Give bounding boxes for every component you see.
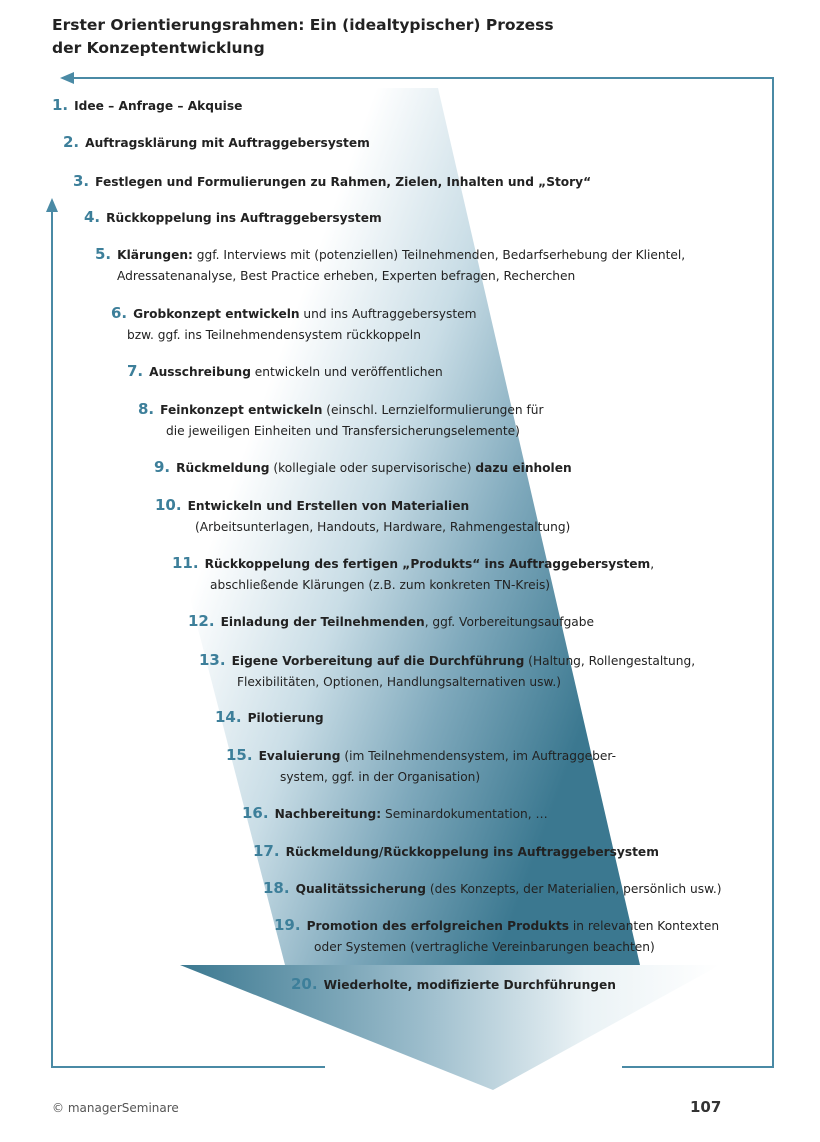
process-step xyxy=(52,95,242,117)
process-step xyxy=(73,171,591,193)
step-title: Idee – Anfrage – Akquise xyxy=(74,99,243,113)
step-number: 16. xyxy=(242,804,269,822)
process-step xyxy=(127,361,443,383)
process-step xyxy=(111,303,477,346)
step-title: Festlegen und Formulierungen zu Rahmen, Zielen, Inhalten und „Story“ xyxy=(95,175,592,189)
process-step xyxy=(95,244,685,287)
step-number: 19. xyxy=(274,916,301,934)
step-title: Einladung der Teilnehmenden xyxy=(220,615,425,629)
step-text-line-2: Flexibilitäten, Optionen, Handlungsalternativen usw.) xyxy=(237,675,561,689)
process-step xyxy=(215,707,324,729)
step-number: 10. xyxy=(155,496,182,514)
step-number: 5. xyxy=(95,245,112,263)
step-text: (Haltung, Rollengestaltung, xyxy=(524,654,696,668)
process-step xyxy=(242,803,548,825)
step-number: 13. xyxy=(199,651,226,669)
step-text: (des Konzepts, der Materialien, persönlich usw.) xyxy=(426,882,722,896)
step-number: 15. xyxy=(226,746,253,764)
step-title: Grobkonzept entwickeln xyxy=(133,307,300,321)
loop-arrowhead-left xyxy=(60,72,74,84)
process-step xyxy=(84,207,382,229)
step-text-line-2: (Arbeitsunterlagen, Handouts, Hardware, Rahmengestaltung) xyxy=(195,520,571,534)
step-text: Seminardokumentation, … xyxy=(381,807,548,821)
step-number: 17. xyxy=(253,842,280,860)
step-text: (einschl. Lernzielformulierungen für xyxy=(322,403,544,417)
step-number: 12. xyxy=(188,612,215,630)
page-number: 107 xyxy=(690,1098,722,1116)
step-title: Auftragsklärung mit Auftraggebersystem xyxy=(85,136,370,150)
step-text: , xyxy=(650,557,655,571)
step-text: , ggf. Vorbereitungsaufgabe xyxy=(424,615,595,629)
step-number: 14. xyxy=(215,708,242,726)
step-text-line-2: bzw. ggf. ins Teilnehmendensystem rückkoppeln xyxy=(127,328,421,342)
process-step xyxy=(172,553,654,596)
step-title: Klärungen: xyxy=(117,248,193,262)
step-number: 3. xyxy=(73,172,90,190)
process-step xyxy=(138,399,544,442)
step-title: Qualitätssicherung xyxy=(295,882,427,896)
title-line-1: Erster Orientierungsrahmen: Ein (idealtypischer) Prozess xyxy=(52,16,554,34)
step-title: Eigene Vorbereitung auf die Durchführung xyxy=(231,654,525,668)
step-title: Rückkoppelung ins Auftraggebersystem xyxy=(106,211,382,225)
step-title-end: dazu einholen xyxy=(475,461,572,475)
process-step xyxy=(188,611,594,633)
process-step xyxy=(155,495,570,538)
step-title: Feinkonzept entwickeln xyxy=(160,403,323,417)
process-step xyxy=(291,974,616,996)
title-line-2: der Konzeptentwicklung xyxy=(52,39,265,57)
step-number: 20. xyxy=(291,975,318,993)
step-number: 8. xyxy=(138,400,155,418)
step-text-line-2: oder Systemen (vertragliche Vereinbarungen beachten) xyxy=(314,940,655,954)
step-text: entwickeln und veröffentlichen xyxy=(250,365,443,379)
step-text-line-2: system, ggf. in der Organisation) xyxy=(280,770,481,784)
step-number: 11. xyxy=(172,554,199,572)
step-number: 18. xyxy=(263,879,290,897)
step-title: Promotion des erfolgreichen Produkts xyxy=(306,919,570,933)
process-step xyxy=(63,132,370,154)
step-number: 4. xyxy=(84,208,101,226)
step-text: ggf. Interviews mit (potenziellen) Teilnehmenden, Bedarfserhebung der Klientel, xyxy=(192,248,686,262)
step-number: 9. xyxy=(154,458,171,476)
step-title: Pilotierung xyxy=(247,711,324,725)
step-text-line-2: abschließende Klärungen (z.B. zum konkreten TN-Kreis) xyxy=(210,578,551,592)
step-text: und ins Auftraggebersystem xyxy=(299,307,477,321)
step-title: Rückmeldung xyxy=(176,461,270,475)
process-step xyxy=(263,878,722,900)
step-title: Ausschreibung xyxy=(149,365,251,379)
step-title: Entwickeln und Erstellen von Materialien xyxy=(187,499,470,513)
process-step xyxy=(274,915,719,958)
step-text: in relevanten Kontexten xyxy=(569,919,720,933)
step-text-line-2: Adressatenanalyse, Best Practice erheben, Experten befragen, Recherchen xyxy=(117,269,576,283)
step-title: Wiederholte, modifizierte Durchführungen xyxy=(323,978,616,992)
step-title: Rückkoppelung des fertigen „Produkts“ ins Auftraggebersystem xyxy=(204,557,651,571)
step-text: (im Teilnehmendensystem, im Auftraggeber- xyxy=(340,749,617,763)
process-step xyxy=(226,745,616,788)
step-number: 1. xyxy=(52,96,69,114)
process-step xyxy=(199,650,695,693)
loop-arrowhead-up xyxy=(46,198,58,212)
step-title: Rückmeldung/Rückkoppelung ins Auftraggebersystem xyxy=(285,845,659,859)
step-number: 7. xyxy=(127,362,144,380)
step-number: 6. xyxy=(111,304,128,322)
step-text: (kollegiale oder supervisorische) xyxy=(269,461,476,475)
process-step xyxy=(154,457,572,479)
process-step xyxy=(253,841,659,863)
step-title: Evaluierung xyxy=(258,749,341,763)
step-number: 2. xyxy=(63,133,80,151)
copyright-footer: © managerSeminare xyxy=(52,1101,179,1115)
step-title: Nachbereitung: xyxy=(274,807,382,821)
step-text-line-2: die jeweiligen Einheiten und Transfersicherungselemente) xyxy=(166,424,520,438)
